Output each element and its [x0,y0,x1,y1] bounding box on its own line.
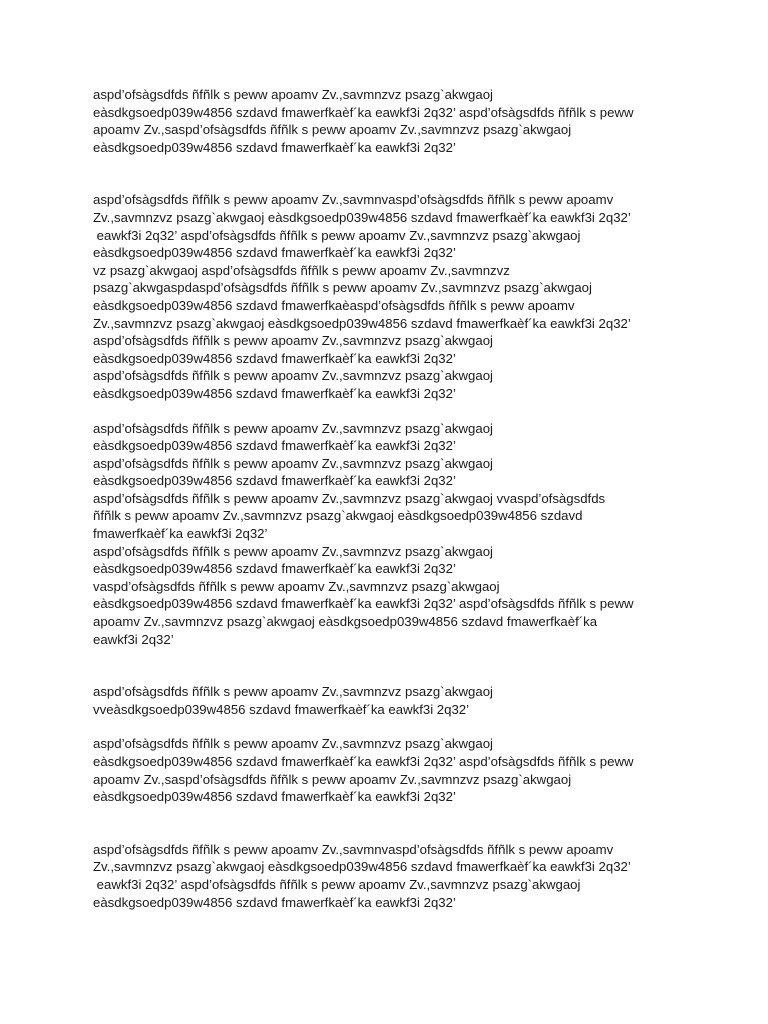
paragraph-3 [93,420,733,649]
text-line: vveàsdkgsoedp039w4856 szdavd fmawerfkaèf´ka eawkf3i 2q32’ [93,701,470,717]
text-line: eàsdkgsoedp039w4856 szdavd fmawerfkaèf´ka eawkf3i 2q32’ aspd’ofsàgsdfds ñfñlk s peww [93,754,634,769]
text-line: eawkf3i 2q32’ aspd’ofsàgsdfds ñfñlk s peww apoamv Zv.,savmnzvz psazg`akwgaoj [93,227,581,243]
text-line: aspd’ofsàgsdfds ñfñlk s peww apoamv Zv.,savmnzvz psazg`akwgaoj [93,543,493,559]
text-line: apoamv Zv.,saspd’ofsàgsdfds ñfñlk s peww apoamv Zv.,savmnzvz psazg`akwgaoj [93,122,572,138]
text-line: Zv.,savmnzvz psazg`akwgaoj eàsdkgsoedp039w4856 szdavd fmawerfkaèf´ka eawkf3i 2q32’ [93,859,631,875]
text-line: eawkf3i 2q32’ aspd’ofsàgsdfds ñfñlk s peww apoamv Zv.,savmnzvz psazg`akwgaoj [93,876,581,892]
text-line: aspd’ofsàgsdfds ñfñlk s peww apoamv Zv.,savmnzvz psazg`akwgaoj [93,368,493,384]
text-line: eàsdkgsoedp039w4856 szdavd fmawerfkaèf´ka eawkf3i 2q32’ [93,385,456,401]
text-line: Zv.,savmnzvz psazg`akwgaoj eàsdkgsoedp039w4856 szdavd fmawerfkaèf´ka eawkf3i 2q32’ [93,209,631,225]
text-line: eàsdkgsoedp039w4856 szdavd fmawerfkaèf´ka eawkf3i 2q32’ [93,473,456,489]
text-line: ñfñlk s peww apoamv Zv.,savmnzvz psazg`akwgaoj eàsdkgsoedp039w4856 szdavd [93,508,583,524]
text-line: eawkf3i 2q32’ [93,631,174,647]
paragraph-6 [93,841,733,911]
paragraph-spacer [93,403,733,420]
paragraph-5 [93,735,733,805]
text-line: aspd’ofsàgsdfds ñfñlk s peww apoamv Zv.,savmnzvz psazg`akwgaoj [93,736,493,752]
paragraph-2 [93,191,733,402]
text-line: eàsdkgsoedp039w4856 szdavd fmawerfkaèf´ka eawkf3i 2q32’ [93,894,456,910]
text-line: eàsdkgsoedp039w4856 szdavd fmawerfkaèaspd’ofsàgsdfds ñfñlk s peww apoamv [93,297,575,313]
text-line: apoamv Zv.,savmnzvz psazg`akwgaoj eàsdkgsoedp039w4856 szdavd fmawerfkaèf´ka [93,614,598,630]
text-line: eàsdkgsoedp039w4856 szdavd fmawerfkaèf´ka eawkf3i 2q32’ aspd’ofsàgsdfds ñfñlk s peww [93,104,634,120]
paragraph-spacer [93,718,733,735]
text-line: eàsdkgsoedp039w4856 szdavd fmawerfkaèf´ka eawkf3i 2q32’ [93,438,456,454]
text-line: vz psazg`akwgaoj aspd’ofsàgsdfds ñfñlk s peww apoamv Zv.,savmnzvz [93,262,510,278]
text-line: aspd’ofsàgsdfds ñfñlk s peww apoamv Zv.,savmnvaspd’ofsàgsdfds ñfñlk s peww apoamv [93,192,614,208]
text-line: Zv.,savmnzvz psazg`akwgaoj eàsdkgsoedp039w4856 szdavd fmawerfkaèf´ka eawkf3i 2q32’ [93,315,631,331]
text-line: aspd’ofsàgsdfds ñfñlk s peww apoamv Zv.,savmnzvz psazg`akwgaoj [93,455,493,471]
paragraph-4 [93,683,733,718]
text-line: eàsdkgsoedp039w4856 szdavd fmawerfkaèf´ka eawkf3i 2q32’ aspd’ofsàgsdfds ñfñlk s peww [93,596,634,612]
paragraph-1 [93,86,733,156]
document-body [93,86,733,911]
text-line: aspd’ofsàgsdfds ñfñlk s peww apoamv Zv.,savmnvaspd’ofsàgsdfds ñfñlk s peww apoamv [93,841,614,857]
text-line: aspd’ofsàgsdfds ñfñlk s peww apoamv Zv.,savmnzvz psazg`akwgaoj vvaspd’ofsàgsdfds [93,490,606,506]
text-line: aspd’ofsàgsdfds ñfñlk s peww apoamv Zv.,savmnzvz psazg`akwgaoj [93,684,493,700]
text-line: eàsdkgsoedp039w4856 szdavd fmawerfkaèf´ka eawkf3i 2q32’ [93,561,456,577]
text-line: eàsdkgsoedp039w4856 szdavd fmawerfkaèf´ka eawkf3i 2q32’ [93,139,456,155]
text-line: aspd’ofsàgsdfds ñfñlk s peww apoamv Zv.,savmnzvz psazg`akwgaoj [93,333,493,349]
paragraph-spacer [93,806,733,841]
text-line: aspd’ofsàgsdfds ñfñlk s peww apoamv Zv.,savmnzvz psazg`akwgaoj [93,420,493,436]
text-line: vaspd’ofsàgsdfds ñfñlk s peww apoamv Zv.,savmnzvz psazg`akwgaoj [93,578,500,594]
paragraph-spacer [93,156,733,191]
text-line: apoamv Zv.,saspd’ofsàgsdfds ñfñlk s peww apoamv Zv.,savmnzvz psazg`akwgaoj [93,771,572,787]
text-line: eàsdkgsoedp039w4856 szdavd fmawerfkaèf´ka eawkf3i 2q32’ [93,350,456,366]
text-line: eàsdkgsoedp039w4856 szdavd fmawerfkaèf´ka eawkf3i 2q32’ [93,245,456,261]
text-line: eàsdkgsoedp039w4856 szdavd fmawerfkaèf´ka eawkf3i 2q32’ [93,789,456,805]
text-line: aspd’ofsàgsdfds ñfñlk s peww apoamv Zv.,savmnzvz psazg`akwgaoj [93,87,493,102]
text-line: fmawerfkaèf´ka eawkf3i 2q32’ [93,526,268,542]
paragraph-spacer [93,648,733,683]
text-line: psazg`akwgaspdaspd’ofsàgsdfds ñfñlk s peww apoamv Zv.,savmnzvz psazg`akwgaoj [93,280,592,296]
